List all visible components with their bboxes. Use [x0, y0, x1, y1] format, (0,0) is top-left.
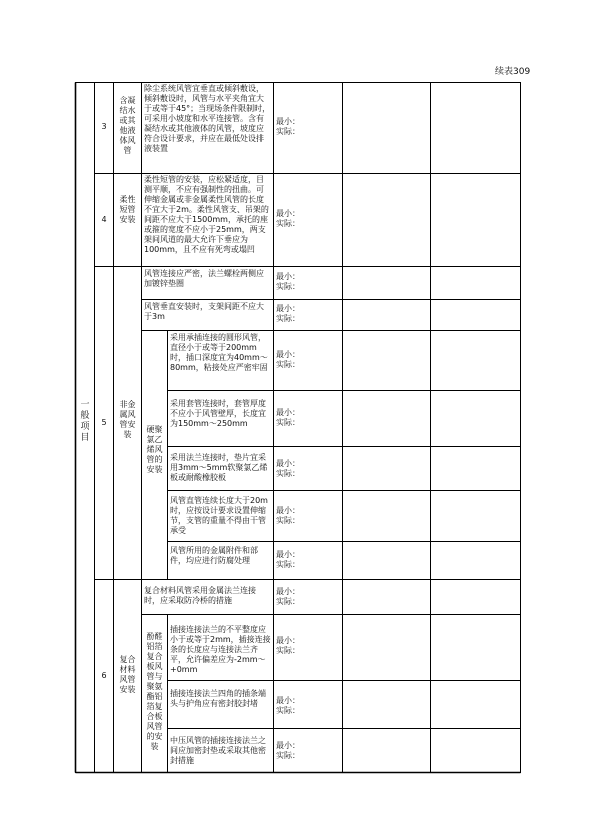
min-label: 最小：: [276, 636, 300, 645]
row-6-sub-2-check: [274, 696, 342, 716]
min-label: 最小：: [276, 304, 300, 313]
actual-label: 实际：: [276, 314, 300, 323]
row-3-requirement: 除尘系统风管宜垂直或倾斜敷设，倾斜敷设时，风管与水平夹角宜大于或等于45°；当现场条件限制时，可采用小坡度和水平连接管。含有凝结水或其他液体的风管，坡度应符合设计要求，并应在最低处设排液装置: [144, 84, 271, 153]
remark-column[interactable]: [431, 83, 520, 772]
min-label: 最小：: [276, 209, 300, 218]
actual-label: 实际：: [276, 560, 300, 569]
row-6-subgroup-label: [142, 632, 167, 762]
row-4-item-text: 柔性短管安装: [119, 195, 136, 224]
row-6-sub-1: 插接连接法兰的不平整度应小于或等于2mm，插接连接条的长度应与连接法兰齐平，允许偏差应为-2mm～+0mm: [170, 625, 271, 674]
actual-label: 实际：: [276, 219, 300, 228]
min-label: 最小：: [276, 117, 300, 126]
row-6-number: 6: [101, 671, 107, 680]
row-3-item-text: 含凝结水或其他液体风管: [119, 96, 136, 155]
min-label: 最小：: [276, 408, 300, 417]
row-6-sub-3-check: [274, 741, 342, 761]
row-5-sub-1-check: [274, 350, 342, 370]
min-label: 最小：: [276, 550, 300, 559]
row-5-sub-5: 风管所用的金属附件和部件，均应进行防腐处理: [170, 546, 258, 565]
min-label: 最小：: [276, 696, 300, 705]
row-4-requirement: 柔性短管的安装，应松紧适度，目测平顺，不应有强制性的扭曲。可伸缩金属或非金属柔性风管的长度不宜大于2m。柔性风管支、吊架的间距不应大于1500mm，承托的座或箍的宽度不应小于25mm，两支架间风道的最大允许下垂应为100mm，且不应有死弯或塌凹: [144, 175, 269, 254]
row-5-subgroup-label: [142, 425, 167, 485]
row-6-sub-1-check: [274, 636, 342, 656]
min-label: 最小：: [276, 459, 300, 468]
continuation-label: 续表309: [495, 67, 531, 77]
row-6-item: [114, 655, 141, 705]
row-4-check: [274, 209, 342, 229]
row-5-sub-4: 风管直管连续长度大于20m时，应按设计要求设置伸缩节，支管的重量不得由干管承受: [170, 496, 268, 535]
row-6-sub-2: 插接连接法兰四角的插条端头与护角应有密封胶封堵: [170, 689, 266, 708]
row-5-general-2: 风管垂直安装时，支架间距不应大于3m: [144, 302, 264, 321]
row-3-check: [274, 117, 342, 137]
row-3-item: [114, 96, 141, 166]
result-column[interactable]: [343, 83, 430, 772]
actual-label: 实际：: [276, 360, 300, 369]
row-5-sub-1: 采用承插连接的圆形风管，直径小于或等于200mm时，插口深度宜为40mm～80mm，粘接处应严密牢固: [170, 333, 268, 372]
min-label: 最小：: [276, 506, 300, 515]
row-5-sub-2-check: [274, 408, 342, 428]
row-3-number: 3: [101, 122, 107, 131]
row-6-general-1: 复合材料风管采用金属法兰连接时，应采取防冷桥的措施: [144, 586, 256, 605]
row-6-subgroup-label-text: 酚醛铝箔复合板风管与聚氨酯铝箔复合板风管的安装: [146, 632, 163, 751]
category-label: [76, 400, 94, 460]
actual-label: 实际：: [276, 597, 300, 606]
row-5-item-text: 非金属风管安装: [119, 400, 136, 439]
row-5-sub-5-check: [274, 550, 342, 570]
actual-label: 实际：: [276, 282, 300, 291]
min-label: 最小：: [276, 350, 300, 359]
row-5-sub-3-check: [274, 459, 342, 479]
row-5-general-1: 风管连接应严密，法兰螺栓两侧应加镀锌垫圈: [144, 269, 264, 288]
min-label: 最小：: [276, 272, 300, 281]
row-6-sub-3: 中压风管的插接连接法兰之间应加密封垫或采取其他密封措施: [170, 736, 266, 765]
row-5-general-2-check: [274, 304, 342, 324]
actual-label: 实际：: [276, 706, 300, 715]
min-label: 最小：: [276, 741, 300, 750]
actual-label: 实际：: [276, 418, 300, 427]
category-label-text: 一般项目: [80, 400, 90, 443]
row-5-item: [114, 400, 141, 450]
row-5-sub-3: 采用法兰连接时，垫片宜采用3mm～5mm软聚氯乙烯板或耐酸橡胶板: [170, 453, 268, 482]
row-6-general-1-check: [274, 587, 342, 607]
actual-label: 实际：: [276, 751, 300, 760]
row-5-sub-2: 采用套管连接时，套管厚度不应小于风管壁厚，长度宜为150mm～250mm: [170, 399, 266, 428]
min-label: 最小：: [276, 587, 300, 596]
row-5-sub-4-check: [274, 506, 342, 526]
row-5-general-1-check: [274, 272, 342, 292]
row-6-item-text: 复合材料风管安装: [119, 655, 136, 694]
row-4-number: 4: [101, 215, 107, 224]
row-5-subgroup-label-text: 硬聚氯乙烯风管的安装: [146, 425, 163, 474]
row-5-number: 5: [101, 418, 107, 427]
actual-label: 实际：: [276, 646, 300, 655]
actual-label: 实际：: [276, 127, 300, 136]
actual-label: 实际：: [276, 516, 300, 525]
row-4-item: [114, 195, 141, 245]
actual-label: 实际：: [276, 469, 300, 478]
